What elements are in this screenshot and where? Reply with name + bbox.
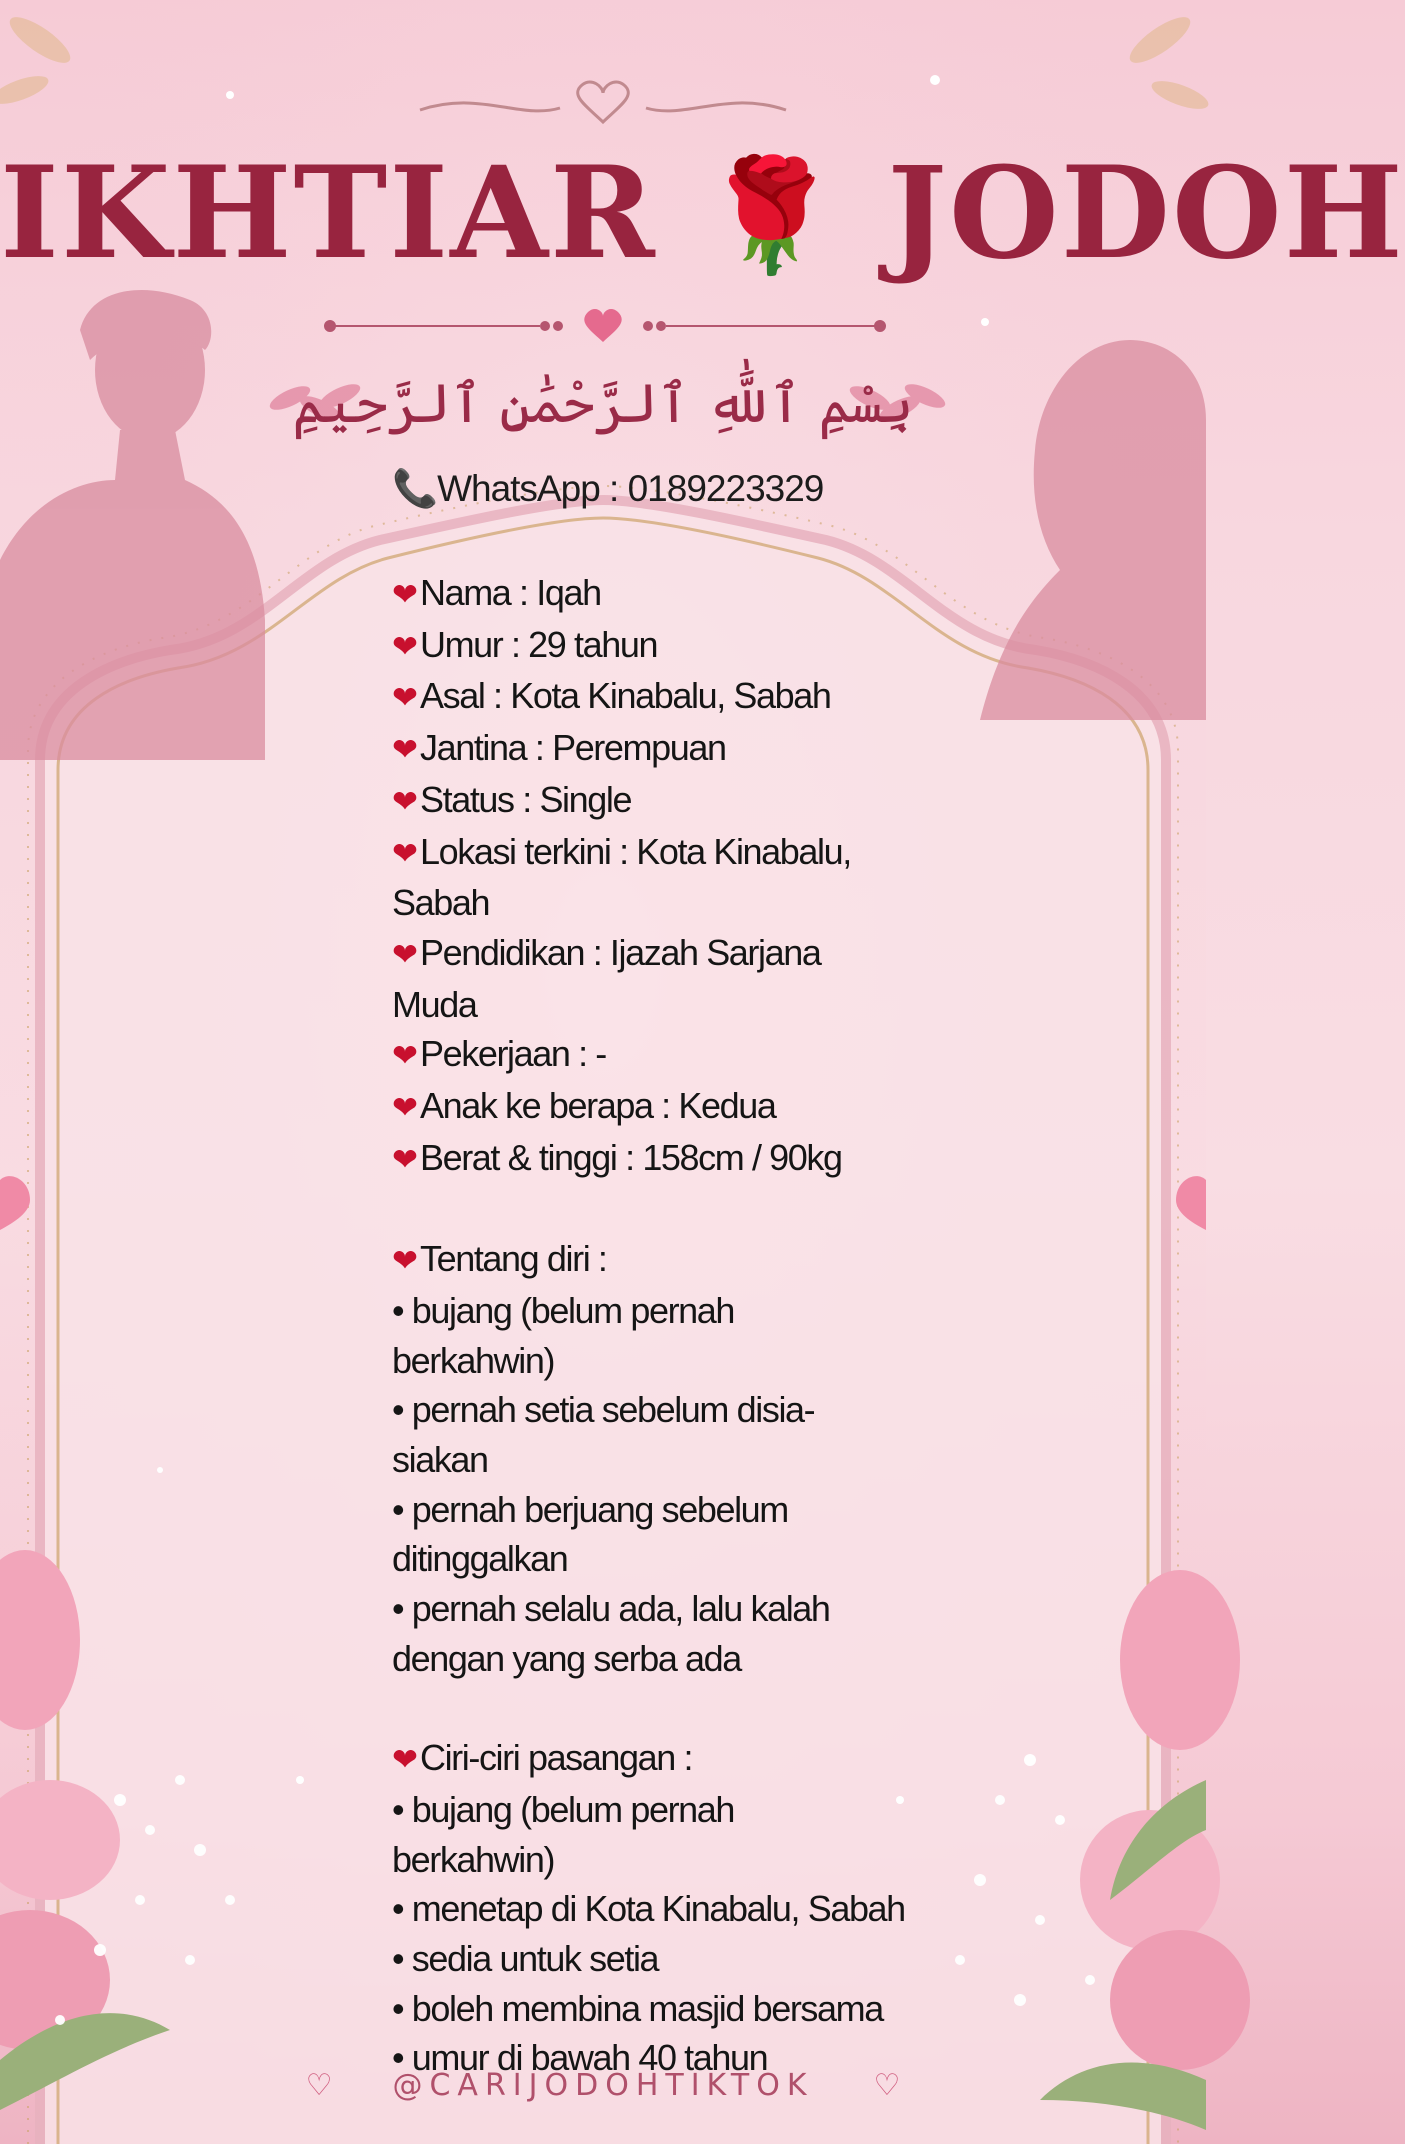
profile-line: ❤Jantina : Perempuan <box>392 727 726 769</box>
whatsapp-text: WhatsApp : 0189223329 <box>437 468 824 509</box>
partner-line: • umur di bawah 40 tahun <box>392 2037 768 2079</box>
heart-icon: ❤ <box>392 1742 418 1778</box>
partner-line: • sedia untuk setia <box>392 1937 659 1979</box>
about-line: berkahwin) <box>392 1339 555 1381</box>
partner-line: • bujang (belum pernah <box>392 1788 735 1830</box>
about-line: • pernah selalu ada, lalu kalah <box>392 1588 830 1630</box>
heart-icon: ❤ <box>392 577 418 612</box>
heart-icon: ❤ <box>392 1243 418 1279</box>
partner-line: berkahwin) <box>392 1838 555 1880</box>
heart-icon: ❤ <box>392 1141 418 1177</box>
title-left: IKHTIAR <box>0 139 657 287</box>
profile-line: Muda <box>392 983 477 1025</box>
heart-icon: ❤ <box>392 835 418 871</box>
partner-heading: ❤Ciri-ciri pasangan : <box>392 1737 693 1779</box>
about-line: dengan yang serba ada <box>392 1637 741 1679</box>
spacer <box>392 1184 912 1234</box>
heart-icon: ❤ <box>392 1090 418 1126</box>
about-line: siakan <box>392 1438 488 1480</box>
phone-icon: 📞 <box>392 468 438 509</box>
about-line: • pernah setia sebelum disia- <box>392 1389 815 1431</box>
whatsapp-contact[interactable] <box>392 468 823 511</box>
partner-line: • menetap di Kota Kinabalu, Sabah <box>392 1888 905 1930</box>
profile-line: ❤Status : Single <box>392 778 632 820</box>
footer-handle <box>0 2068 1206 2103</box>
heart-icon: ❤ <box>392 783 418 819</box>
profile-line: ❤Anak ke berapa : Kedua <box>392 1085 776 1127</box>
heart-outline-icon: ♡ <box>305 2068 333 2103</box>
partner-line: • boleh membina masjid bersama <box>392 1987 883 2029</box>
heart-outline-icon: ♡ <box>873 2068 901 2103</box>
profile-line: ❤Pendidikan : Ijazah Sarjana <box>392 931 821 973</box>
heart-icon: ❤ <box>392 680 418 716</box>
bismillah-text: بِسْمِ ٱللَّٰهِ ٱلرَّحْمَٰنِ ٱلرَّحِيمِ <box>292 372 914 435</box>
profile-line: ❤Berat & tinggi : 158cm / 90kg <box>392 1136 842 1178</box>
profile-line: ❤Asal : Kota Kinabalu, Sabah <box>392 675 831 717</box>
profile-line: Sabah <box>392 882 490 924</box>
profile-content <box>392 568 912 2083</box>
profile-line: ❤Pekerjaan : - <box>392 1033 606 1075</box>
about-line: ditinggalkan <box>392 1538 568 1580</box>
title-right: JODOH <box>887 139 1405 287</box>
about-heading: ❤Tentang diri : <box>392 1238 607 1280</box>
heart-icon: ❤ <box>392 732 418 768</box>
heart-icon: ❤ <box>392 1038 418 1074</box>
about-line: • pernah berjuang sebelum <box>392 1488 788 1530</box>
heart-icon: ❤ <box>392 628 418 664</box>
profile-line: ❤Umur : 29 tahun <box>392 623 658 665</box>
tiktok-handle[interactable]: @CARIJODOHTIKTOK <box>392 2068 814 2103</box>
spacer <box>392 1683 912 1733</box>
about-line: • bujang (belum pernah <box>392 1289 735 1331</box>
profile-line: ❤Nama : Iqah <box>392 572 601 613</box>
profile-line: ❤Lokasi terkini : Kota Kinabalu, <box>392 830 851 872</box>
page-title <box>0 139 1405 287</box>
heart-icon: ❤ <box>392 936 418 972</box>
rose-icon: 🌹 <box>702 150 842 279</box>
